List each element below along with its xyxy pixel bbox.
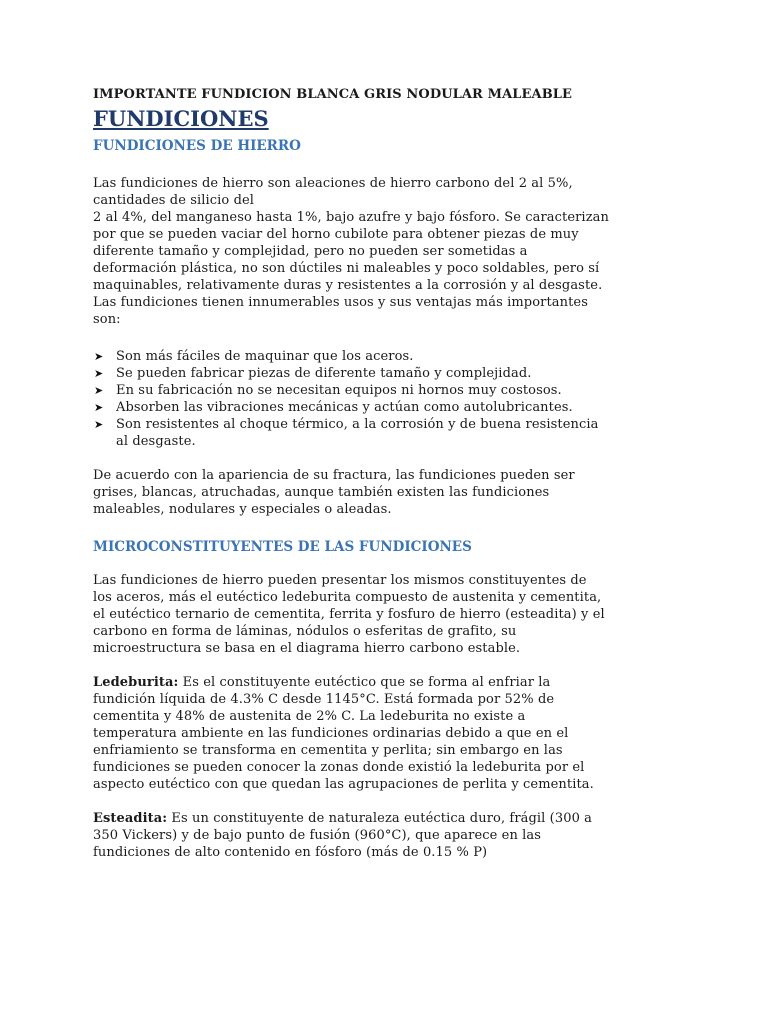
paragraph-line: De acuerdo con la apariencia de su fractura, las fundiciones pueden ser xyxy=(93,468,575,483)
list-item xyxy=(93,382,663,399)
paragraph-line: maquinables, relativamente duras y resistentes a la corrosión y al desgaste. xyxy=(93,278,603,293)
list-item-text: Se pueden fabricar piezas de diferente tamaño y complejidad. xyxy=(116,366,532,381)
paragraph-line: enfriamiento se transforma en cementita y perlita; sin embargo en las xyxy=(93,743,563,758)
ledeburita-paragraph xyxy=(93,674,663,793)
paragraph-line xyxy=(93,674,663,691)
paragraph-line: los aceros, más el eutéctico ledeburita compuesto de austenita y cementita, xyxy=(93,590,602,605)
list-item xyxy=(93,365,663,382)
esteadita-paragraph xyxy=(93,810,663,861)
list-item xyxy=(93,416,663,450)
document-page xyxy=(93,86,663,861)
paragraph-line: fundiciones de alto contenido en fósforo (más de 0.15 % P) xyxy=(93,845,488,860)
paragraph-line: por que se pueden vaciar del horno cubilote para obtener piezas de muy xyxy=(93,227,579,242)
list-item-text: Son más fáciles de maquinar que los aceros. xyxy=(116,349,414,364)
paragraph-line: 2 al 4%, del manganeso hasta 1%, bajo azufre y bajo fósforo. Se caracterizan xyxy=(93,210,609,225)
paragraph-line: carbono en forma de láminas, nódulos o esferitas de grafito, su xyxy=(93,624,517,639)
section-heading-microconstituyentes: MICROCONSTITUYENTES DE LAS FUNDICIONES xyxy=(93,539,472,555)
paragraph-line: fundición líquida de 4.3% C desde 1145°C. Está formada por 52% de xyxy=(93,692,555,707)
term-ledeburita: Ledeburita: xyxy=(93,675,179,690)
section-heading-fundiciones-de-hierro: FUNDICIONES DE HIERRO xyxy=(93,138,301,154)
term-esteadita: Esteadita: xyxy=(93,811,168,826)
arrowhead-bullet-icon: ➤ xyxy=(94,350,104,363)
paragraph-line: microestructura se basa en el diagrama hierro carbono estable. xyxy=(93,641,521,656)
paragraph-line: grises, blancas, atruchadas, aunque también existen las fundiciones xyxy=(93,485,550,500)
paragraph-line: aspecto eutéctico con que quedan las agrupaciones de perlita y cementita. xyxy=(93,777,594,792)
paragraph-line: deformación plástica, no son dúctiles ni maleables y poco soldables, pero sí xyxy=(93,261,600,276)
paragraph-line: son: xyxy=(93,312,121,327)
paragraph-line: cantidades de silicio del xyxy=(93,193,255,208)
list-item xyxy=(93,399,663,416)
paragraph-line: cementita y 48% de austenita de 2% C. La ledeburita no existe a xyxy=(93,709,526,724)
paragraph-line: diferente tamaño y complejidad, pero no pueden ser sometidas a xyxy=(93,244,528,259)
document-main-title: FUNDICIONES xyxy=(93,106,269,131)
paragraph-line: maleables, nodulares y especiales o aleadas. xyxy=(93,502,392,517)
paragraph-line xyxy=(93,810,663,827)
paragraph-line: Las fundiciones de hierro son aleaciones de hierro carbono del 2 al 5%, xyxy=(93,176,573,191)
arrowhead-bullet-icon: ➤ xyxy=(94,418,104,431)
paragraph-line: Las fundiciones de hierro pueden presentar los mismos constituyentes de xyxy=(93,573,587,588)
closing-paragraph xyxy=(93,467,663,518)
list-item-text: Son resistentes al choque térmico, a la corrosión y de buena resistencia xyxy=(116,417,599,432)
paragraph-line: Las fundiciones tienen innumerables usos y sus ventajas más importantes xyxy=(93,295,588,310)
paragraph-line: temperatura ambiente en las fundiciones ordinarias debido a que en el xyxy=(93,726,569,741)
document-top-title: IMPORTANTE FUNDICION BLANCA GRIS NODULAR MALEABLE xyxy=(93,87,573,102)
list-item-text: En su fabricación no se necesitan equipos ni hornos muy costosos. xyxy=(116,383,562,398)
list-item-text-continuation: al desgaste. xyxy=(116,434,196,449)
definition-text: Es un constituyente de naturaleza eutéctica duro, frágil (300 a xyxy=(167,811,593,826)
advantages-list xyxy=(93,348,663,450)
microconstituyentes-paragraph xyxy=(93,572,663,657)
paragraph-line: 350 Vickers) y de bajo punto de fusión (960°C), que aparece en las xyxy=(93,828,542,843)
list-item xyxy=(93,348,663,365)
definition-text: Es el constituyente eutéctico que se forma al enfriar la xyxy=(178,675,551,690)
paragraph-line: fundiciones se pueden conocer la zonas donde existió la ledeburita por el xyxy=(93,760,585,775)
arrowhead-bullet-icon: ➤ xyxy=(94,401,104,414)
intro-paragraph xyxy=(93,175,663,328)
paragraph-line: el eutéctico ternario de cementita, ferrita y fosfuro de hierro (esteadita) y el xyxy=(93,607,605,622)
list-item-text: Absorben las vibraciones mecánicas y actúan como autolubricantes. xyxy=(116,400,573,415)
arrowhead-bullet-icon: ➤ xyxy=(94,384,104,397)
arrowhead-bullet-icon: ➤ xyxy=(94,367,104,380)
